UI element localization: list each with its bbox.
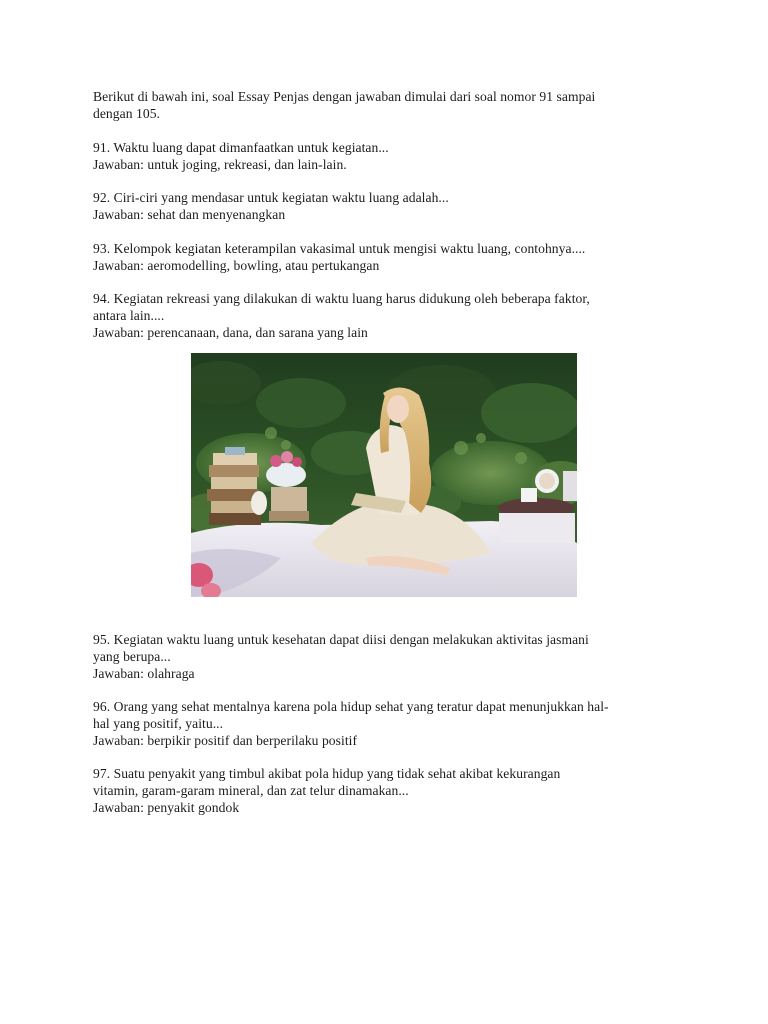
question-text: 91. Waktu luang dapat dimanfaatkan untuk kegiatan...	[93, 140, 389, 155]
intro-line: Berikut di bawah ini, soal Essay Penjas dengan jawaban dimulai dari soal nomor 91 sampai	[93, 89, 596, 104]
question-text: 96. Orang yang sehat mentalnya karena pola hidup sehat yang teratur dapat menunjukkan hal-	[93, 699, 609, 714]
question-text: 94. Kegiatan rekreasi yang dilakukan di waktu luang harus didukung oleh beberapa faktor,	[93, 291, 590, 306]
answer-text: Jawaban: perencanaan, dana, dan sarana yang lain	[93, 325, 368, 340]
question-text-cont: hal yang positif, yaitu...	[93, 716, 224, 731]
question-95	[93, 631, 693, 682]
answer-text: Jawaban: untuk joging, rekreasi, dan lain-lain.	[93, 157, 347, 172]
question-text-cont: antara lain....	[93, 308, 165, 323]
question-text: 92. Ciri-ciri yang mendasar untuk kegiatan waktu luang adalah...	[93, 190, 449, 205]
intro-paragraph	[93, 88, 693, 122]
question-93	[93, 240, 693, 274]
question-91	[93, 139, 693, 173]
answer-text: Jawaban: penyakit gondok	[93, 800, 240, 815]
question-94	[93, 290, 693, 341]
picnic-photo	[191, 353, 577, 597]
intro-line: dengan 105.	[93, 106, 160, 121]
answer-text: Jawaban: sehat dan menyenangkan	[93, 207, 286, 222]
answer-text: Jawaban: olahraga	[93, 666, 195, 681]
question-text: 97. Suatu penyakit yang timbul akibat pola hidup yang tidak sehat akibat kekurangan	[93, 766, 561, 781]
question-text: 93. Kelompok kegiatan keterampilan vakasimal untuk mengisi waktu luang, contohnya....	[93, 241, 586, 256]
question-text-cont: yang berupa...	[93, 649, 171, 664]
question-text: 95. Kegiatan waktu luang untuk kesehatan dapat diisi dengan melakukan aktivitas jasmani	[93, 632, 589, 647]
book-stack	[207, 447, 261, 525]
question-97	[93, 765, 693, 816]
question-92	[93, 189, 693, 223]
answer-text: Jawaban: aeromodelling, bowling, atau pertukangan	[93, 258, 380, 273]
answer-text: Jawaban: berpikir positif dan berperilaku positif	[93, 733, 358, 748]
question-96	[93, 698, 693, 749]
question-text-cont: vitamin, garam-garam mineral, dan zat telur dinamakan...	[93, 783, 409, 798]
